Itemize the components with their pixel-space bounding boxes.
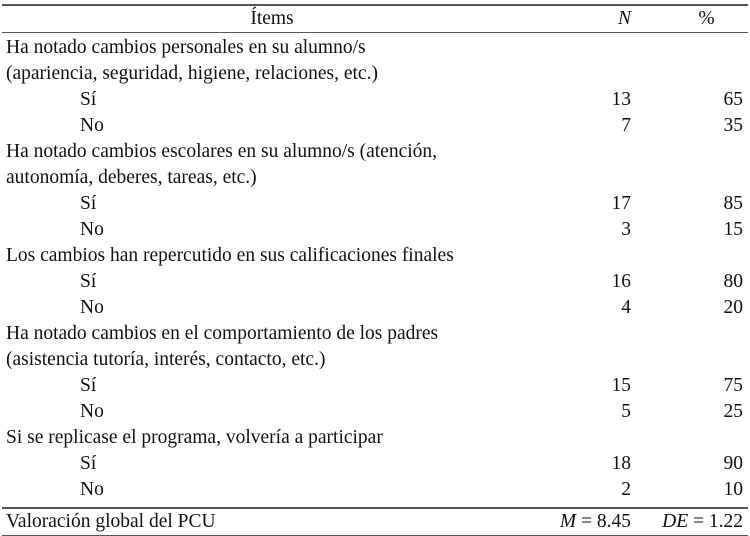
percent-cell: 65: [723, 89, 743, 110]
item-question: Ha notado cambios personales en su alumno/s: [6, 37, 366, 58]
item-question: autonomía, deberes, tareas, etc.): [6, 167, 257, 188]
answer-label: No: [80, 479, 104, 500]
table-row: [2, 217, 748, 243]
answer-label: Sí: [80, 375, 97, 396]
count-cell: 2: [621, 479, 631, 500]
item-question-row: [2, 321, 748, 347]
item-question: Si se replicase el programa, volvería a participar: [6, 427, 383, 448]
table-row: [2, 477, 748, 503]
footer-label: Valoración global del PCU: [6, 510, 216, 532]
item-question-row: [2, 425, 748, 451]
percent-cell: 90: [723, 453, 743, 474]
table-row: [2, 399, 748, 425]
percent-cell: 35: [723, 115, 743, 136]
percent-cell: 20: [723, 297, 743, 318]
percent-cell: 25: [723, 401, 743, 422]
item-question-row: [2, 243, 748, 269]
percent-cell: 15: [723, 219, 743, 240]
table-row: [2, 295, 748, 321]
table-header: [2, 6, 748, 32]
table-row: [2, 87, 748, 113]
count-cell: 15: [611, 375, 631, 396]
count-cell: 5: [621, 401, 631, 422]
item-question: Los cambios han repercutido en sus calificaciones finales: [6, 245, 454, 266]
item-question-row: [2, 165, 748, 191]
table-row: [2, 373, 748, 399]
count-cell: 17: [611, 193, 631, 214]
count-cell: 13: [611, 89, 631, 110]
results-table: [2, 4, 748, 536]
header-n: N: [617, 7, 631, 29]
count-cell: 7: [621, 115, 631, 136]
table-row: [2, 191, 748, 217]
count-cell: 16: [611, 271, 631, 292]
header-items: Ítems: [250, 7, 294, 29]
footer-row: [2, 509, 748, 535]
answer-label: No: [80, 401, 104, 422]
answer-label: Sí: [80, 193, 97, 214]
mean-value: M = 8.45: [559, 510, 631, 532]
count-cell: 4: [621, 297, 631, 318]
answer-label: Sí: [80, 271, 97, 292]
answer-label: No: [80, 115, 104, 136]
count-cell: 18: [611, 453, 631, 474]
item-question-row: [2, 61, 748, 87]
header-percent: %: [698, 7, 715, 29]
sd-value: DE = 1.22: [662, 510, 743, 532]
count-cell: 3: [621, 219, 631, 240]
table-row: [2, 451, 748, 477]
table-body: [2, 33, 748, 507]
item-question: Ha notado cambios en el comportamiento de los padres: [6, 323, 439, 344]
table-row: [2, 269, 748, 295]
percent-cell: 10: [723, 479, 743, 500]
percent-cell: 75: [723, 375, 743, 396]
item-question-row: [2, 35, 748, 61]
table-row: [2, 113, 748, 139]
answer-label: No: [80, 219, 104, 240]
item-question: (asistencia tutoría, interés, contacto, etc.): [6, 349, 326, 370]
percent-cell: 80: [723, 271, 743, 292]
item-question-row: [2, 139, 748, 165]
item-question: Ha notado cambios escolares en su alumno/s (atención,: [6, 141, 438, 162]
item-question-row: [2, 347, 748, 373]
answer-label: Sí: [80, 453, 97, 474]
item-question: (apariencia, seguridad, higiene, relaciones, etc.): [6, 63, 378, 84]
percent-cell: 85: [723, 193, 743, 214]
answer-label: No: [80, 297, 104, 318]
answer-label: Sí: [80, 89, 97, 110]
